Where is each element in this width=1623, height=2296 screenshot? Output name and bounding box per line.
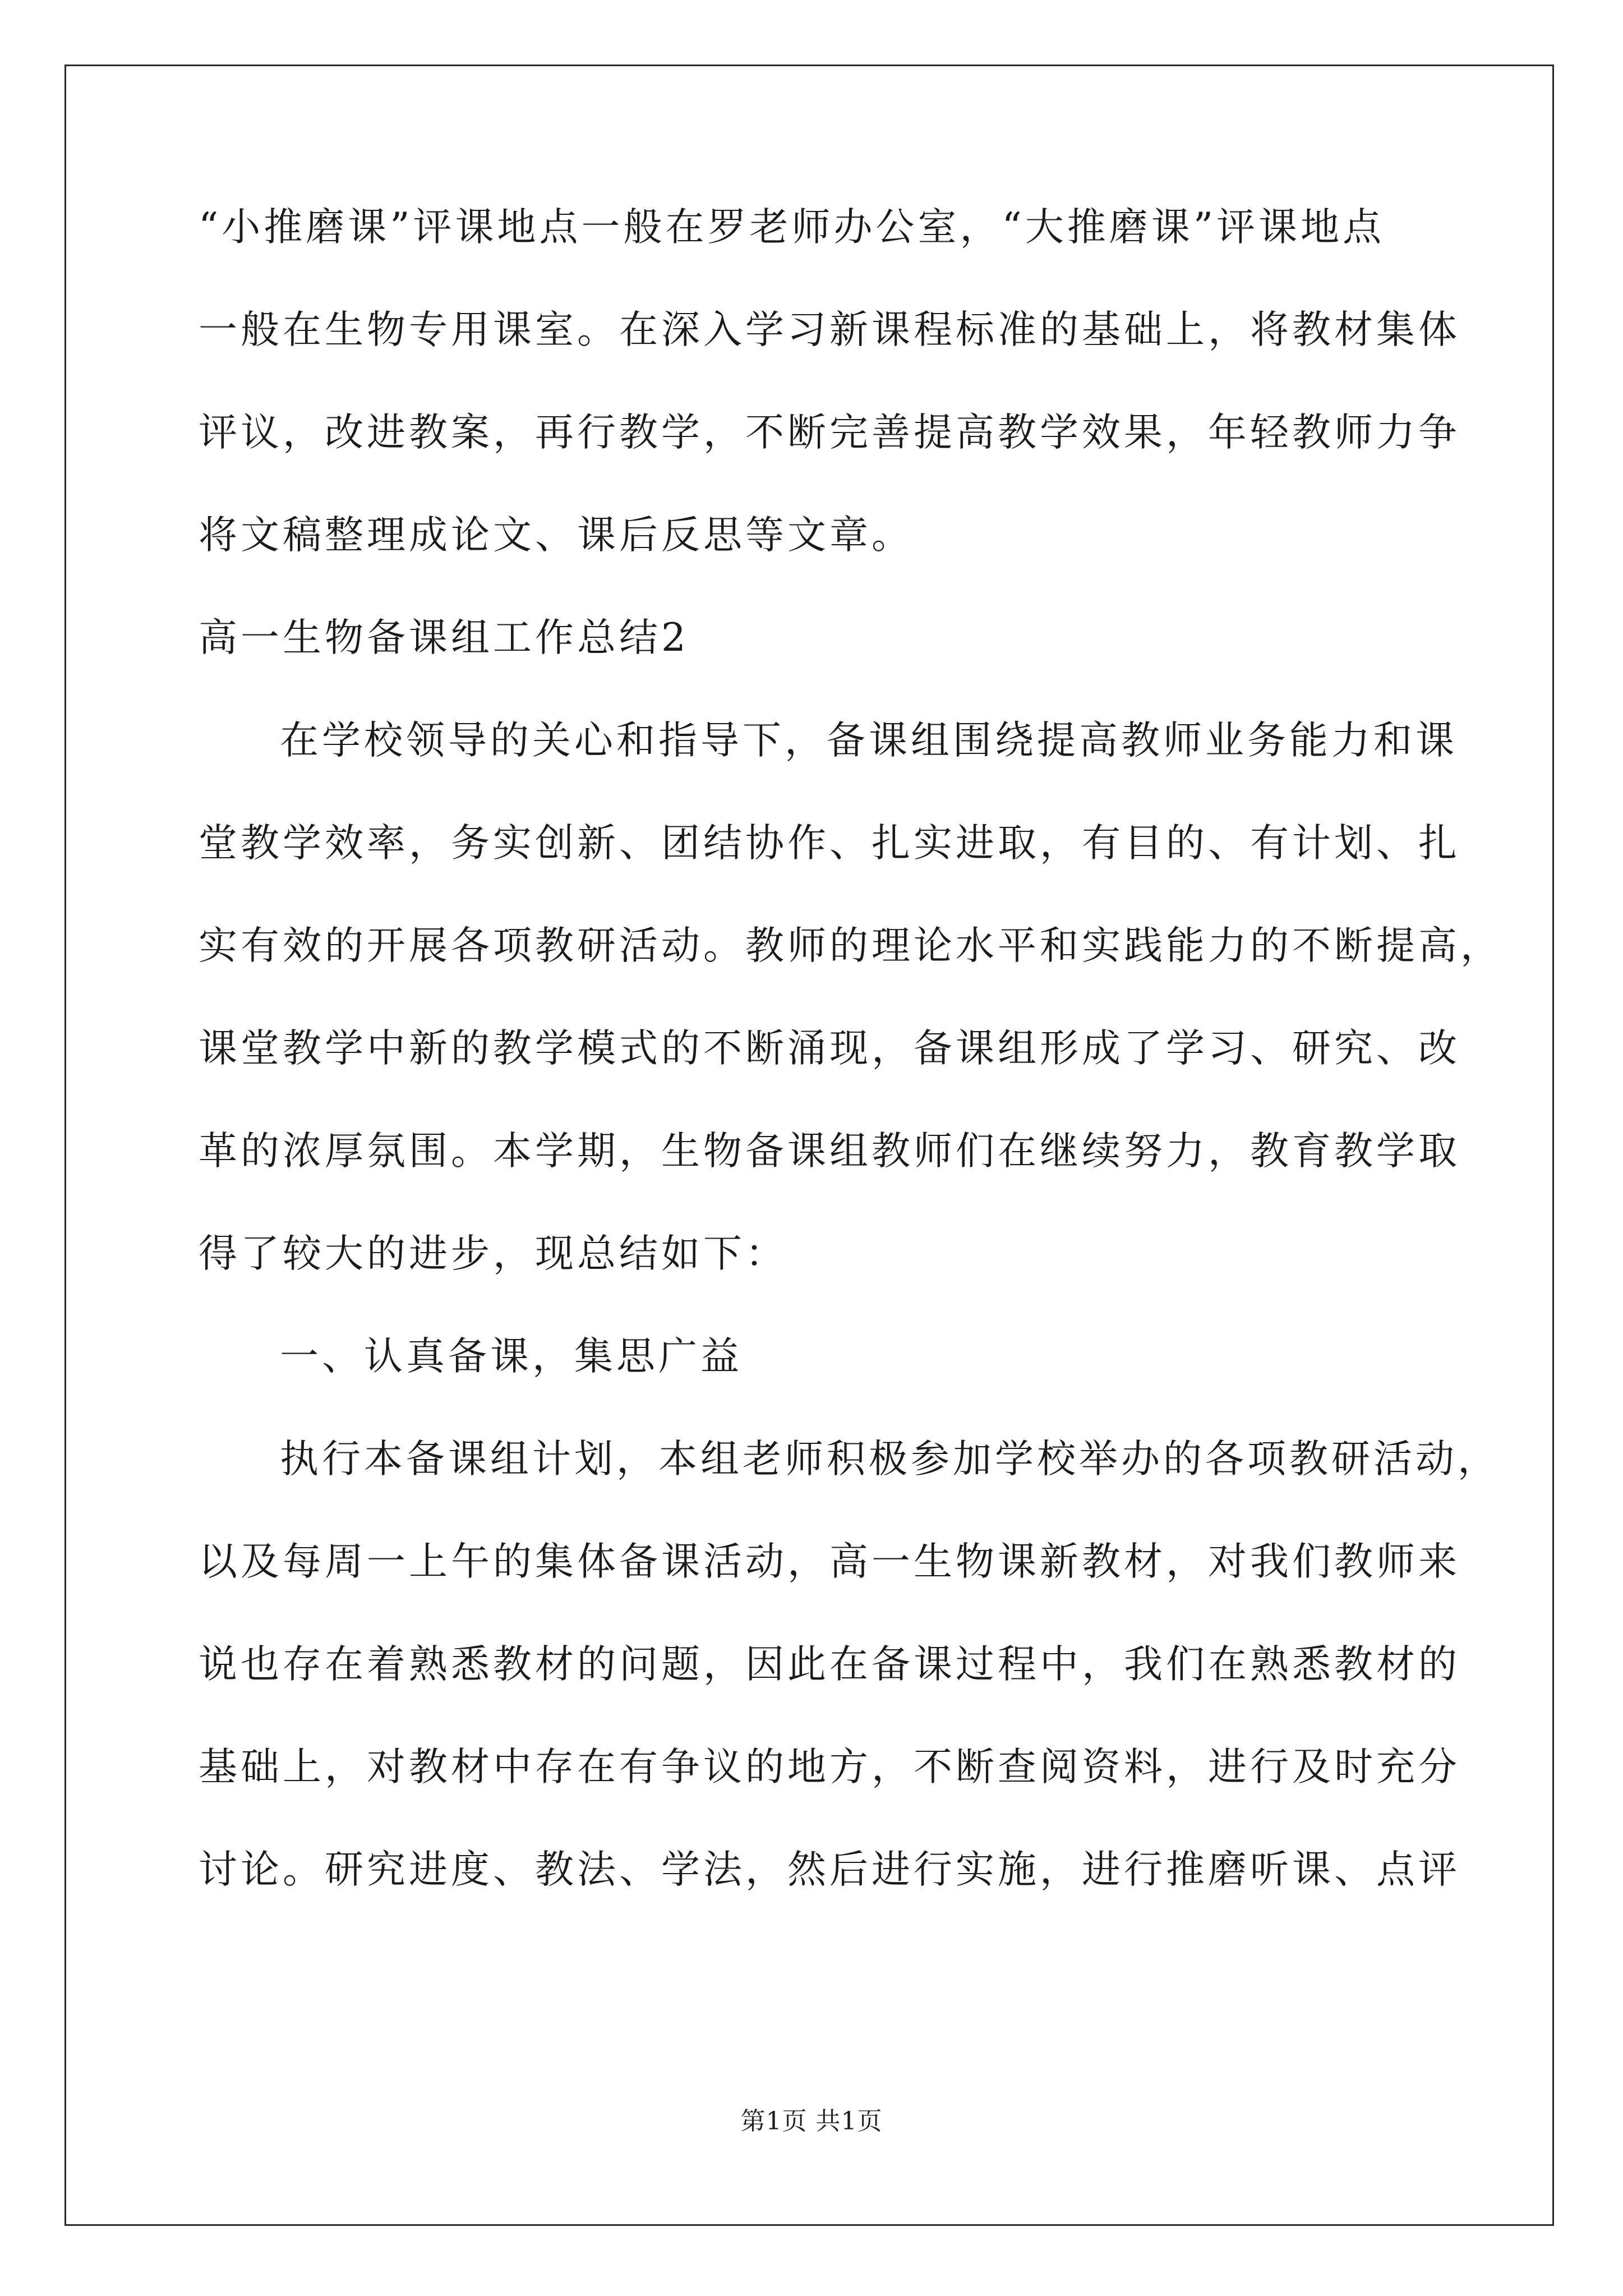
- paragraph-line: 一般在生物专用课室。在深入学习新课程标准的基础上，将教材集体: [199, 307, 1460, 352]
- paragraph-line: 在学校领导的关心和指导下，备课组围绕提高教师业务能力和课: [280, 718, 1458, 763]
- paragraph-line: 革的浓厚氛围。本学期，生物备课组教师们在继续努力，教育教学取: [199, 1129, 1460, 1174]
- subsection-title: 一、认真备课，集思广益: [280, 1334, 743, 1379]
- section-heading: 高一生物备课组工作总结2: [199, 615, 689, 660]
- paragraph-line: 得了较大的进步，现总结如下：: [199, 1231, 787, 1276]
- paragraph-line: 实有效的开展各项教研活动。教师的理论水平和实践能力的不断提高，: [199, 923, 1502, 968]
- paragraph-line: 执行本备课组计划，本组老师积极参加学校举办的各项教研活动，: [280, 1437, 1500, 1481]
- paragraph-line: 基础上，对教材中存在有争议的地方，不断查阅资料，进行及时充分: [199, 1745, 1460, 1789]
- paragraph-line: 以及每周一上午的集体备课活动，高一生物课新教材，对我们教师来: [199, 1539, 1460, 1584]
- paragraph-line: 将文稿整理成论文、课后反思等文章。: [199, 513, 914, 558]
- paragraph-line: 堂教学效率，务实创新、团结协作、扎实进取，有目的、有计划、扎: [199, 821, 1460, 866]
- paragraph-line: “小推磨课”评课地点一般在罗老师办公室，“大推磨课”评课地点: [199, 205, 1385, 250]
- paragraph-line: 讨论。研究进度、教法、学法，然后进行实施，进行推磨听课、点评: [199, 1847, 1460, 1892]
- paragraph-line: 课堂教学中新的教学模式的不断涌现，备课组形成了学习、研究、改: [199, 1026, 1460, 1071]
- page-footer: 第1页 共1页: [740, 2107, 883, 2136]
- paragraph-line: 说也存在着熟悉教材的问题，因此在备课过程中，我们在熟悉教材的: [199, 1642, 1460, 1687]
- paragraph-line: 评议，改进教案，再行教学，不断完善提高教学效果，年轻教师力争: [199, 410, 1460, 455]
